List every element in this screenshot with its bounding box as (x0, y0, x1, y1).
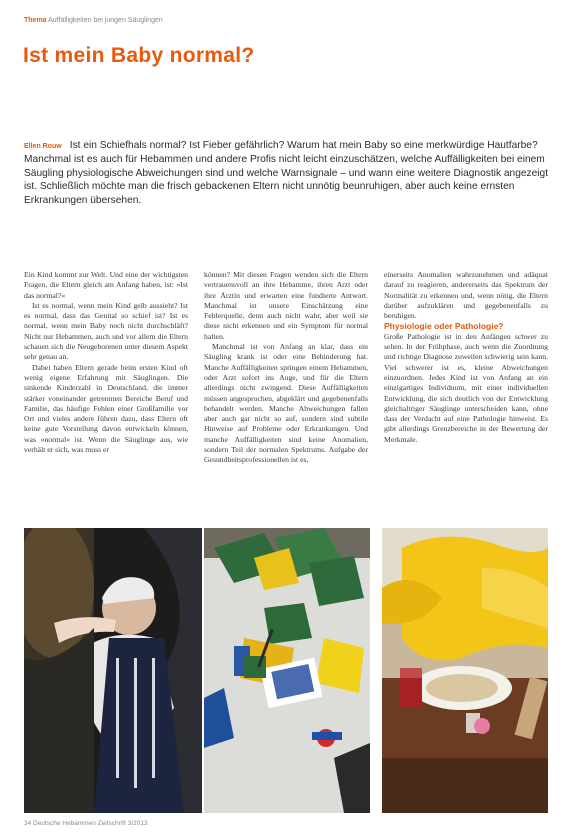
paragraph: Ein Kind kommt zur Welt. Und eine der wichtigsten Fragen, die Eltern gleich am Anfang haben, ist: »Ist das normal?« (24, 270, 188, 300)
photo-crafting-table-illustration (204, 528, 370, 813)
photo-yellow-cloth (382, 528, 548, 813)
kicker-topic: Auffälligkeiten bei jungen Säuglingen (48, 17, 163, 24)
lead-text: Ist ein Schiefhals normal? Ist Fieber gefährlich? Warum hat mein Baby so eine merkwürdige Hautfarbe? Manchmal ist es auch für Hebammen und andere Profis nicht leicht einzuschätzen, welche Auffälligkeiten bei einem Säugling physiologische Abweichungen sind und welche Warnsignale – und wann eine weitere Diagnostik angezeigt ist. Schließlich möchte man die frisch gebackenen Eltern nicht unnötig beunruhigen, aber auch keine ernsten Erkrankungen übersehen. (24, 140, 549, 206)
paragraph: einerseits Anomalien wahrzunehmen und adäquat darauf zu reagieren, andererseits das Spektrum der Normalität zu erkennen und, wenn nötig, die Eltern darüber aufzuklären und gegebenenfalls zu beruhigen. (384, 270, 548, 321)
page-footer: 34 Deutsche Hebammen Zeitschrift 3/2013 (24, 820, 148, 827)
body-column-1 (24, 270, 188, 455)
body-column-3 (384, 270, 548, 445)
paragraph: Dabei haben Eltern gerade beim ersten Kind oft wenig eigene Erfahrung mit Säuglingen. Die sinkende Kinderzahl in Deutschland, die immer stärker voneinander getrennten Bereiche Beruf und Familie, das häufige Fehlen einer Großfamilie vor Ort und vieles andere führen dazu, dass Eltern oft keine gute Vorstellung davon entwickeln können, was »normal« ist. Wenn die Säuglinge aus, wie verhält er sich, was muss er (24, 362, 188, 455)
body-column-2 (204, 270, 368, 466)
article-lead (24, 139, 552, 207)
paragraph: Große Pathologie ist in den Anfängen schwer zu sehen. In der Frühphase, auch wenn die Zuordnung und richtige Diagnose zuweilen schwierig sein kann. Viel schwerer ist es, kleine Abweichungen einzuordnen. Jedes Kind ist von Anfang an ein einzigartiges Individuum, mit einer individuellen Entwicklung, die sich deutlich von der Entwicklung gleichaltriger Säuglinge unterscheiden kann, ohne dass der Verdacht auf eine Pathologie hinweist. Es gibt allerdings Grenzbereiche in der Bewertung der Merkmale. (384, 331, 548, 444)
section-kicker (24, 17, 163, 24)
kicker-label: Thema (24, 17, 47, 24)
paragraph: Ist es normal, wenn mein Kind gelb aussieht? Ist es normal, dass das Genital so schief ist? Ist es normal, wenn mein Baby noch nicht durchschläft? Nicht nur Hebammen, auch und vor allem die Eltern schauen sich die Neugeborenen unter diesem Aspekt sehr genau an. (24, 300, 188, 362)
paragraph: können? Mit diesen Fragen wenden sich die Eltern vertrauensvoll an ihre Hebamme, ihren Arzt oder ihre Ärztin und erwarten eine fundierte Antwort. Manchmal ist unsere Einschätzung eine Fehlerquelle, denn auch nicht wahr, aber weil sie diese nicht erkennen und ein Symptom für normal halten. (204, 270, 368, 341)
article-title: Ist mein Baby normal? (23, 44, 255, 67)
photo-crafting-table (204, 528, 370, 813)
author-name: Ellen Rouw (24, 143, 62, 150)
subheading: Physiologie oder Pathologie? (384, 321, 504, 332)
photo-yellow-cloth-illustration (382, 528, 548, 813)
photo-baby-held-illustration (24, 528, 202, 813)
paragraph: Manchmal ist von Anfang an klar, dass ein Säugling krank ist oder eine Behinderung hat. Manche Auffälligkeiten springen einem Hebammen, oder Arzt sofort ins Auge, und für die Eltern allerdings nicht zwingend. Diese Auffälligkeiten müssen angesprochen, abgeklärt und gegebenenfalls behandelt werden. Manche Abweichungen fallen aber auch gar nicht so auf, sondern sind subtile Hinweise auf Probleme oder Erkrankungen. Und manche Auffälligkeiten sind keine Anomalien, sondern Teil der normalen Spektrums. Aufgabe der Gesundheitsprofessionellen ist es, (204, 342, 368, 465)
photo-baby-held (24, 528, 202, 813)
